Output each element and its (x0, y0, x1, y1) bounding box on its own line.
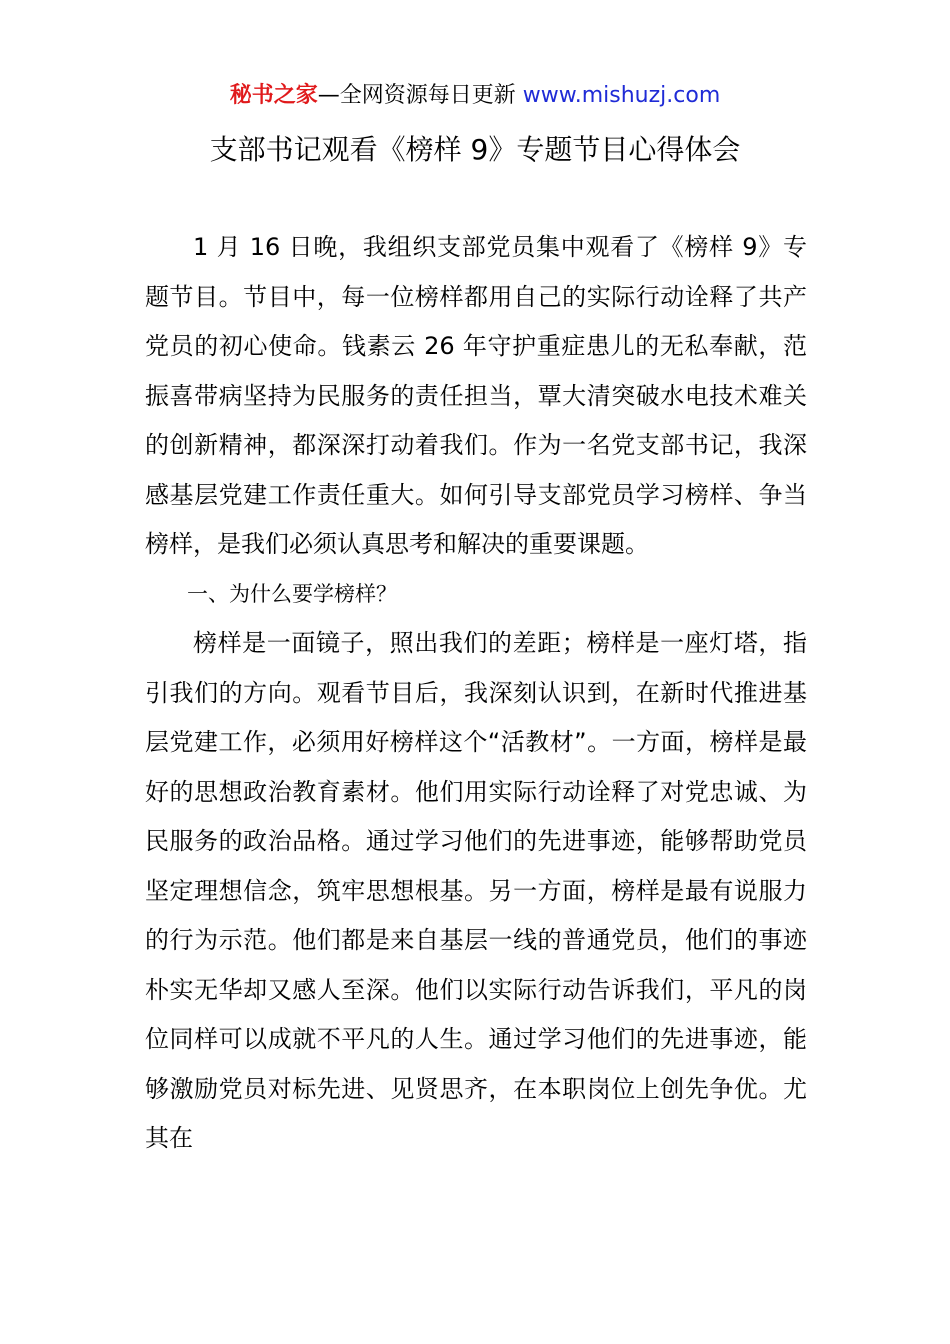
site-url-link[interactable]: www.mishuzj.com (522, 83, 721, 108)
site-header (0, 80, 950, 112)
site-tagline: —全网资源每日更新 (317, 83, 523, 108)
document-body (145, 223, 807, 1164)
section-heading-1: 一、为什么要学榜样？ (187, 581, 397, 606)
paragraph-intro: 1 月 16 日晚，我组织支部党员集中观看了《榜样 9》专题节目。节目中，每一位榜样都用自己的实际行动诠释了共产党员的初心使命。钱素云 26 年守护重症患儿的无私奉献，范振喜带病坚持为民服务的责任担当，覃大清突破水电技术难关的创新精神，都深深打动着我们。作为一名党支部书记，我深感基层党建工作责任重大。如何引导支部党员学习榜样、争当榜样，是我们必须认真思考和解决的重要课题。 (145, 233, 807, 558)
site-brand: 秘书之家 (229, 83, 318, 108)
document-title: 支部书记观看《榜样 9》专题节目心得体会 (209, 133, 741, 166)
paragraph-section-1: 榜样是一面镜子，照出我们的差距；榜样是一座灯塔，指引我们的方向。观看节目后，我深刻认识到，在新时代推进基层党建工作，必须用好榜样这个“活教材”。一方面，榜样是最好的思想政治教育素材。他们用实际行动诠释了对党忠诚、为民服务的政治品格。通过学习他们的先进事迹，能够帮助党员坚定理想信念，筑牢思想根基。另一方面，榜样是最有说服力的行为示范。他们都是来自基层一线的普通党员，他们的事迹朴实无华却又感人至深。他们以实际行动告诉我们，平凡的岗位同样可以成就不平凡的人生。通过学习他们的先进事迹，能够激励党员对标先进、见贤思齐，在本职岗位上创先争优。尤其在 (145, 629, 807, 1152)
